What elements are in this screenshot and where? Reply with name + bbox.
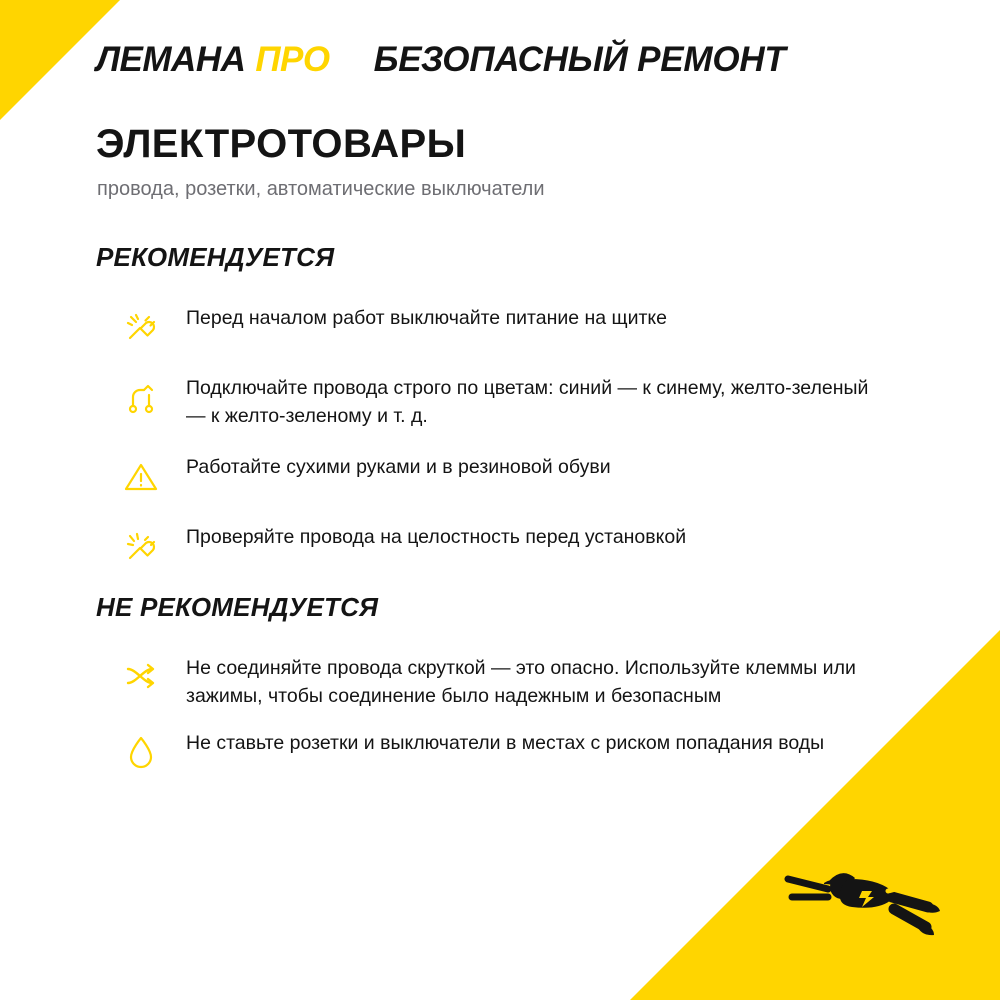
list-item bbox=[96, 452, 926, 500]
brand-logo bbox=[96, 40, 330, 80]
list-item-text: Работайте сухими руками и в резиновой обуви bbox=[186, 456, 611, 479]
plug-off-icon bbox=[96, 303, 186, 351]
header bbox=[96, 40, 786, 80]
page-subtitle: провода, розетки, автоматические выключатели bbox=[97, 178, 545, 200]
list-item bbox=[96, 728, 926, 774]
list-item bbox=[96, 653, 926, 710]
page-title: ЭЛЕКТРОТОВАРЫ bbox=[96, 122, 467, 166]
warning-triangle-icon bbox=[96, 452, 186, 500]
list-item-text: Подключайте провода строго по цветам: синий — к синему, желто-зеленый — к желто-зеленому и т. д. bbox=[186, 377, 869, 427]
list-item bbox=[96, 373, 926, 430]
list-item-text: Перед началом работ выключайте питание на щитке bbox=[186, 307, 667, 329]
water-drop-icon bbox=[96, 728, 186, 774]
section-title-recommended: РЕКОМЕНДУЕТСЯ bbox=[96, 242, 335, 272]
list-item-text: Не соединяйте провода скруткой — это опасно. Используйте клеммы или зажимы, чтобы соединение было надежным и безопасным bbox=[186, 657, 856, 707]
header-title: БЕЗОПАСНЫЙ РЕМОНТ bbox=[373, 40, 786, 79]
flying-worker-mascot bbox=[770, 835, 960, 955]
wire-colors-icon bbox=[96, 373, 186, 421]
section-not-recommended bbox=[96, 592, 926, 792]
plug-check-icon bbox=[96, 522, 186, 570]
section-title-not-recommended: НЕ РЕКОМЕНДУЕТСЯ bbox=[96, 592, 379, 622]
section-recommended bbox=[96, 242, 926, 592]
twisted-wires-icon bbox=[96, 653, 186, 699]
list-item-text: Проверяйте провода на целостность перед установкой bbox=[186, 526, 687, 549]
list-item-text: Не ставьте розетки и выключатели в местах с риском попадания воды bbox=[186, 732, 825, 755]
list-item bbox=[96, 303, 926, 351]
list-item bbox=[96, 522, 926, 570]
brand-logo-main: ЛЕМАНА bbox=[96, 40, 246, 79]
brand-logo-accent: ПРО bbox=[255, 40, 330, 79]
